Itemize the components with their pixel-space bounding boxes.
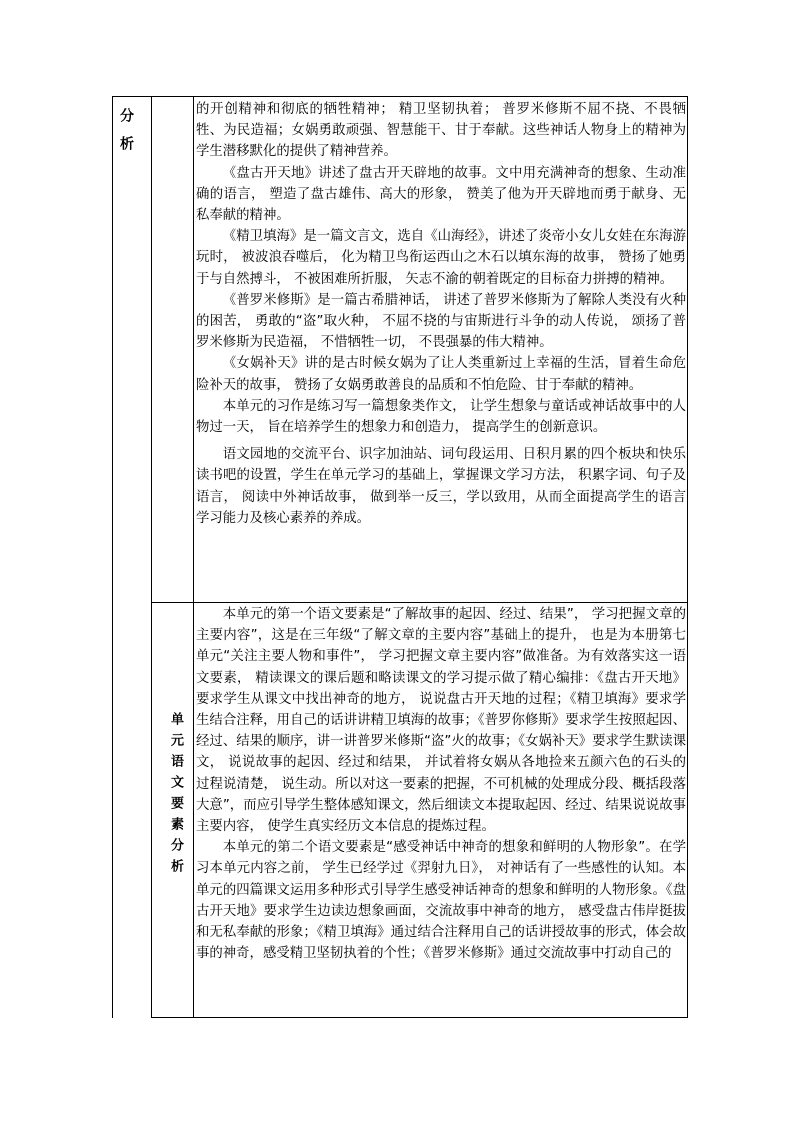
paragraph: 语文园地的交流平台、识字加油站、词句段运用、日积月累的四个板块和快乐读书吧的设置，学生在单元学习的基础上，掌握课文学习方法， 积累字词、句子及语言， 阅读中外神话故事， 做到举一反三，学以致用，从而全面提高学生的语言学习能力及核心素养的养成。 xyxy=(196,447,686,526)
paragraph: 《普罗米修斯》是一篇古希腊神话， 讲述了普罗米修斯为了解除人类没有火种的困苦， 勇敢的“盗”取火种， 不屈不挠的与宙斯进行斗争的动人传说， 颂扬了普罗米修斯为民造福， 不惜牺牲一切， 不畏强暴的伟大精神。 xyxy=(196,292,686,351)
paragraph: 《精卫填海》是一篇文言文，选自《山海经》，讲述了炎帝小女儿女娃在东海游玩时， 被波浪吞噬后， 化为精卫鸟衔运西山之木石以填东海的故事， 赞扬了她勇于与自然搏斗， 不被困难所折服， 矢志不渝的朝着既定的目标奋力拼搏的精神。 xyxy=(196,229,686,287)
paragraph: 本单元的第二个语文要素是“感受神话中神奇的想象和鲜明的人物形象”。在学习本单元内容之前， 学生已经学过《羿射九日》， 对神话有了一些感性的认知。本单元的四篇课文运用多种形式引导学生感受神话神奇的想象和鲜明的人物形象。《盘古开天地》要求学生边读边想象画面，交流故事中神奇的地方， 感受盘古伟岸挺拔和无私奉献的形象；《精卫填海》通过结合注释用自己的话讲授故事的形式，体会故事的神奇，感受精卫坚韧执着的个性；《普罗米修斯》通过交流故事中打动自己的 xyxy=(196,840,686,962)
paragraph: 本单元的第一个语文要素是“了解故事的起因、经过、结果”， 学习把握文章的主要内容”，这是在三年级“了解文章的主要内容”基础上的提升， 也是为本册第七单元“关注主要人物和事件”， 学习把握文章主要内容”做准备。为有效落实这一语文要素， 精读课文的课后题和略读课文的学习提示做了精心编排：《盘古开天地》要求学生从课文中找出神奇的地方， 说说盘古开天地的过程；《精卫填海》要求学生结合注释，用自己的话讲讲精卫填海的故事；《普罗你修斯》要求学生按照起因、经过、结果的顺序，讲一讲普罗米修斯“盗”火的故事；《女娲补天》要求学生默读课文， 说说故事的起因、经过和结果， 并试着将女娲从各地捡来五颜六色的石头的过程说清楚， 说生动。所以对这一要素的把握，不可机械的处理成分段、概括段落大意”，而应引导学生整体感知课文，然后细读文本提取起因、经过、结果说说故事主要内容， 使学生真实经历文本信息的提炼过程。 xyxy=(196,607,686,835)
paragraph: 的开创精神和彻底的牺牲精神； 精卫坚韧执着； 普罗米修斯不屈不挠、不畏牺牲、为民造福；女娲勇敢顽强、智慧能干、甘于奉献。这些神话人物身上的精神为学生潜移默化的提供了精神营养。 xyxy=(196,102,686,160)
table-left-border xyxy=(112,96,113,1018)
table-right-border xyxy=(687,96,688,1018)
paragraph: 《女娲补天》讲的是古时候女娲为了让人类重新过上幸福的生活，冒着生命危险补天的故事， 赞扬了女娲勇敢善良的品质和不怕危险、甘于奉献的精神。 xyxy=(196,356,686,393)
paragraph: 《盘古开天地》讲述了盘古开天辟地的故事。文中用充满神奇的想象、生动准确的语言， 塑造了盘古雄伟、高大的形象， 赞美了他为开天辟地而勇于献身、无私奉献的精神。 xyxy=(196,165,686,224)
text-analysis-cell xyxy=(196,99,686,529)
language-element-cell xyxy=(196,604,686,964)
table-divider-1 xyxy=(151,96,152,1018)
analysis-label: 分析 xyxy=(118,108,134,164)
paragraph: 本单元的习作是练习写一篇想象类作文， 让学生想象与童话或神话故事中的人物过一天， 旨在培养学生的想象力和创造力， 提高学生的创新意识。 xyxy=(196,398,686,436)
table-divider-2 xyxy=(193,96,194,1018)
unit-language-element-label: 单元语文要素分析 xyxy=(168,712,183,880)
table-bottom-border xyxy=(151,1017,688,1018)
table-row-separator xyxy=(151,602,688,603)
table-top-border xyxy=(112,96,688,97)
